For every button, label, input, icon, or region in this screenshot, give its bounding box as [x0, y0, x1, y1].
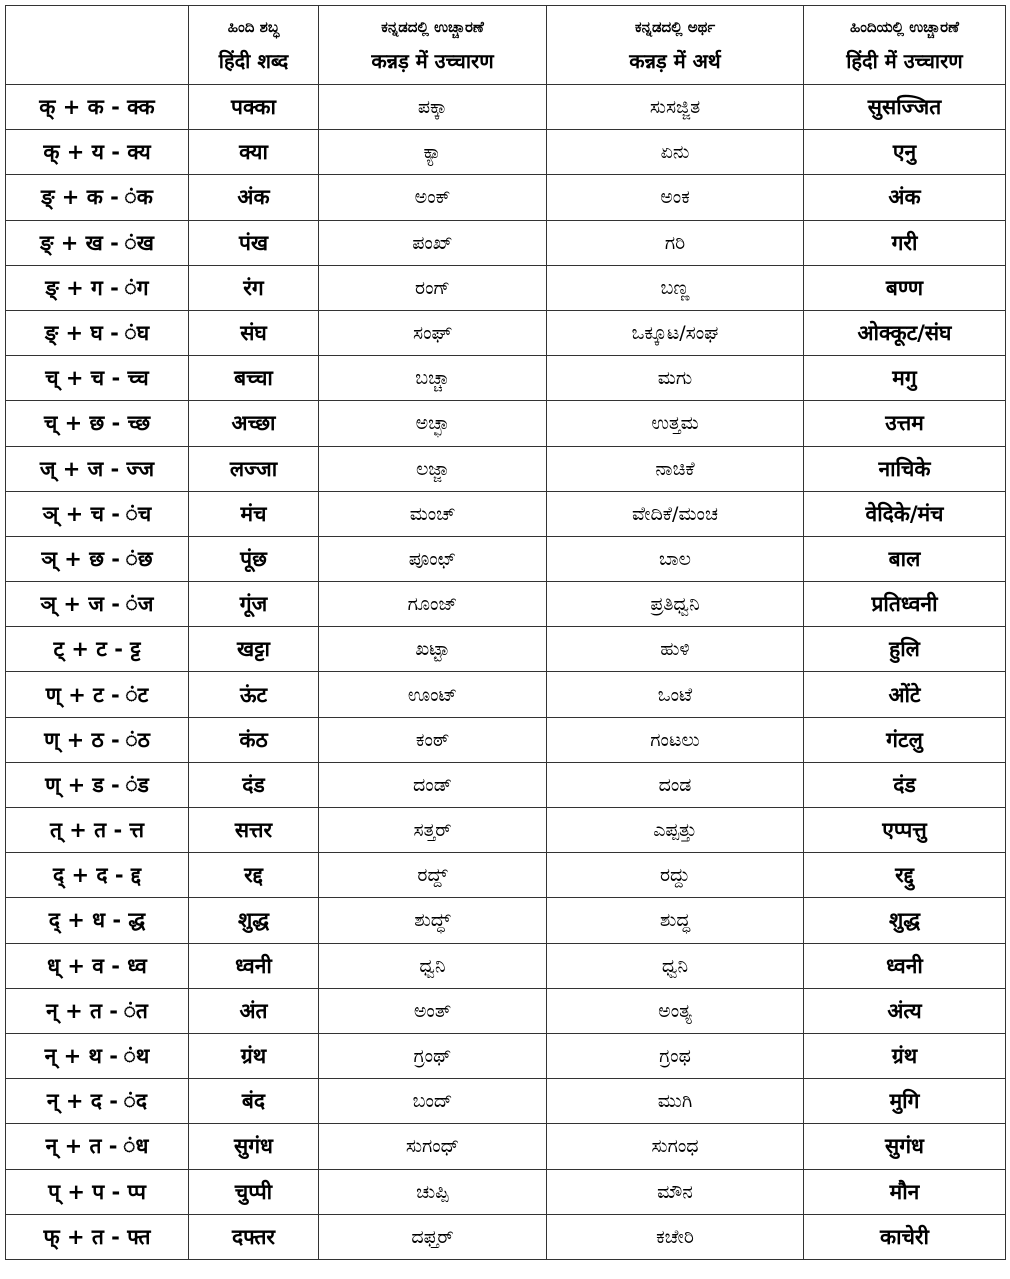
header-hindi-label: हिंदी शब्द	[218, 49, 289, 73]
header-kannada-label: ಹಿಂದಿಯಲ್ಲಿ ಉಚ್ಚಾರಣೆ	[849, 18, 960, 36]
hindi-word-cell: पंख	[189, 220, 319, 265]
hindi-pronunciation-cell: अंक	[804, 175, 1006, 220]
kannada-meaning-cell: ಮುಗಿ	[547, 1079, 804, 1124]
hindi-word-cell: सुगंध	[189, 1124, 319, 1169]
table-row	[6, 808, 1006, 853]
kannada-meaning-cell: ಮಗು	[547, 356, 804, 401]
header-cell-kannada-pronunciation	[319, 6, 547, 85]
table-row	[6, 130, 1006, 175]
kannada-pronunciation-cell: ಧ್ವನಿ	[319, 943, 547, 988]
table-row	[6, 1169, 1006, 1214]
kannada-pronunciation-cell: ಪೂಂಛ್	[319, 536, 547, 581]
hindi-pronunciation-cell: ध्वनी	[804, 943, 1006, 988]
conjunct-cell: ङ् + ख - ंख	[6, 220, 189, 265]
hindi-pronunciation-cell: एप्पत्तु	[804, 808, 1006, 853]
hindi-pronunciation-cell: प्रतिध्वनी	[804, 582, 1006, 627]
kannada-pronunciation-cell: ದಫ್ತರ್	[319, 1214, 547, 1259]
kannada-pronunciation-cell: ಅಂತ್	[319, 988, 547, 1033]
table-row	[6, 265, 1006, 310]
conjunct-cell: ण् + ठ - ंठ	[6, 717, 189, 762]
conjunct-cell: द् + ध - द्ध	[6, 898, 189, 943]
table-row	[6, 717, 1006, 762]
hindi-pronunciation-cell: बाल	[804, 536, 1006, 581]
hindi-word-cell: ध्वनी	[189, 943, 319, 988]
hindi-word-cell: दफ्तर	[189, 1214, 319, 1259]
hindi-word-cell: लज्जा	[189, 446, 319, 491]
hindi-pronunciation-cell: वेदिके/मंच	[804, 491, 1006, 536]
header-kannada-label: ಹಿಂದಿ ಶಬ್ಧ	[227, 18, 280, 36]
kannada-pronunciation-cell: ರಂಗ್	[319, 265, 547, 310]
hindi-word-cell: अच्छा	[189, 401, 319, 446]
kannada-meaning-cell: ಅಂಕ	[547, 175, 804, 220]
table-row	[6, 988, 1006, 1033]
conjunct-cell: ट् + ट - ट्ट	[6, 627, 189, 672]
hindi-word-cell: खट्टा	[189, 627, 319, 672]
kannada-pronunciation-cell: ಅಚ್ಛಾ	[319, 401, 547, 446]
hindi-word-cell: शुद्ध	[189, 898, 319, 943]
kannada-pronunciation-cell: ರದ್ದ್	[319, 853, 547, 898]
header-kannada-label: ಕನ್ನಡದಲ್ಲಿ ಉಚ್ಚಾರಣೆ	[381, 18, 484, 36]
header-cell-kannada-meaning	[547, 6, 804, 85]
kannada-meaning-cell: ಅಂತ್ಯ	[547, 988, 804, 1033]
kannada-meaning-cell: ದಂಡ	[547, 762, 804, 807]
kannada-pronunciation-cell: ಪಕ್ಕಾ	[319, 85, 547, 130]
kannada-meaning-cell: ಒಕ್ಕೂಟ/ಸಂಘ	[547, 310, 804, 355]
conjunct-cell: ङ् + घ - ंघ	[6, 310, 189, 355]
kannada-pronunciation-cell: ಗೂಂಜ್	[319, 582, 547, 627]
header-hindi-label: हिंदी में उच्चारण	[846, 49, 963, 73]
table-row	[6, 582, 1006, 627]
kannada-meaning-cell: ಧ್ವನಿ	[547, 943, 804, 988]
kannada-pronunciation-cell: ಅಂಕ್	[319, 175, 547, 220]
kannada-pronunciation-cell: ಬಚ್ಚಾ	[319, 356, 547, 401]
kannada-pronunciation-cell: ಬಂದ್	[319, 1079, 547, 1124]
conjunct-cell: फ् + त - फ्त	[6, 1214, 189, 1259]
conjunct-cell: न् + त - ंध	[6, 1124, 189, 1169]
hindi-pronunciation-cell: रद्दु	[804, 853, 1006, 898]
hindi-word-cell: ग्रंथ	[189, 1033, 319, 1078]
table-row	[6, 401, 1006, 446]
hindi-pronunciation-cell: दंड	[804, 762, 1006, 807]
table-row	[6, 1124, 1006, 1169]
table-row	[6, 536, 1006, 581]
table-row	[6, 446, 1006, 491]
hindi-word-cell: क्या	[189, 130, 319, 175]
conjunct-cell: ञ् + ज - ंज	[6, 582, 189, 627]
hindi-word-cell: सत्तर	[189, 808, 319, 853]
hindi-word-cell: बंद	[189, 1079, 319, 1124]
kannada-pronunciation-cell: ಖಟ್ಟಾ	[319, 627, 547, 672]
header-kannada-label: ಕನ್ನಡದಲ್ಲಿ ಅರ್ಥ	[634, 18, 716, 36]
hindi-pronunciation-cell: गंटलु	[804, 717, 1006, 762]
kannada-meaning-cell: ಸುಗಂಧ	[547, 1124, 804, 1169]
kannada-meaning-cell: ಹುಳಿ	[547, 627, 804, 672]
kannada-pronunciation-cell: ಕಂಠ್	[319, 717, 547, 762]
hindi-pronunciation-cell: मुगि	[804, 1079, 1006, 1124]
hindi-pronunciation-cell: सुसज्जित	[804, 85, 1006, 130]
hindi-word-cell: चुप्पी	[189, 1169, 319, 1214]
kannada-meaning-cell: ಬಣ್ಣ	[547, 265, 804, 310]
table-row	[6, 1214, 1006, 1259]
kannada-meaning-cell: ರದ್ದು	[547, 853, 804, 898]
kannada-meaning-cell: ಗರಿ	[547, 220, 804, 265]
kannada-pronunciation-cell: ಸುಗಂಧ್	[319, 1124, 547, 1169]
kannada-pronunciation-cell: ಗ್ರಂಥ್	[319, 1033, 547, 1078]
conjunct-cell: द् + द - द्द	[6, 853, 189, 898]
conjunct-cell: क् + य - क्य	[6, 130, 189, 175]
conjunct-cell: ध् + व - ध्व	[6, 943, 189, 988]
hindi-word-cell: बच्चा	[189, 356, 319, 401]
hindi-word-cell: अंक	[189, 175, 319, 220]
kannada-meaning-cell: ಶುದ್ಧ	[547, 898, 804, 943]
table-row	[6, 1079, 1006, 1124]
conjunct-cell: न् + थ - ंथ	[6, 1033, 189, 1078]
hindi-word-cell: संघ	[189, 310, 319, 355]
table-row	[6, 175, 1006, 220]
kannada-pronunciation-cell: ಊಂಟ್	[319, 672, 547, 717]
kannada-meaning-cell: ಎಪ್ಪತ್ತು	[547, 808, 804, 853]
hindi-word-cell: कंठ	[189, 717, 319, 762]
hindi-word-cell: रद्द	[189, 853, 319, 898]
kannada-meaning-cell: ಕಚೇರಿ	[547, 1214, 804, 1259]
conjunct-cell: ण् + ट - ंट	[6, 672, 189, 717]
hindi-pronunciation-cell: अंत्य	[804, 988, 1006, 1033]
hindi-word-cell: ऊंट	[189, 672, 319, 717]
hindi-pronunciation-cell: एनु	[804, 130, 1006, 175]
hindi-pronunciation-cell: बण्ण	[804, 265, 1006, 310]
conjunct-cell: च् + च - च्च	[6, 356, 189, 401]
table-row	[6, 762, 1006, 807]
conjunct-cell: त् + त - त्त	[6, 808, 189, 853]
header-cell-conjunct	[6, 6, 189, 85]
kannada-pronunciation-cell: ಕ್ಯಾ	[319, 130, 547, 175]
hindi-word-cell: मंच	[189, 491, 319, 536]
table-row	[6, 1033, 1006, 1078]
hindi-pronunciation-cell: ओक्कूट/संघ	[804, 310, 1006, 355]
kannada-meaning-cell: ಗಂಟಲು	[547, 717, 804, 762]
kannada-meaning-cell: ಗ್ರಂಥ	[547, 1033, 804, 1078]
table-row	[6, 853, 1006, 898]
hindi-pronunciation-cell: मौन	[804, 1169, 1006, 1214]
hindi-pronunciation-cell: ओंटे	[804, 672, 1006, 717]
conjunct-cell: क् + क - क्क	[6, 85, 189, 130]
hindi-word-cell: गूंज	[189, 582, 319, 627]
table-row	[6, 491, 1006, 536]
header-row	[6, 6, 1006, 85]
conjunct-cell: ण् + ड - ंड	[6, 762, 189, 807]
conjunct-cell: ङ् + क - ंक	[6, 175, 189, 220]
conjunct-cell: ञ् + छ - ंछ	[6, 536, 189, 581]
kannada-meaning-cell: ವೇದಿಕೆ/ಮಂಚ	[547, 491, 804, 536]
hindi-pronunciation-cell: सुगंध	[804, 1124, 1006, 1169]
table-row	[6, 310, 1006, 355]
conjunct-cell: ज् + ज - ज्ज	[6, 446, 189, 491]
hindi-pronunciation-cell: उत्तम	[804, 401, 1006, 446]
kannada-pronunciation-cell: ಶುದ್ಧ್	[319, 898, 547, 943]
kannada-pronunciation-cell: ಸಂಘ್	[319, 310, 547, 355]
kannada-pronunciation-cell: ಲಜ್ಜಾ	[319, 446, 547, 491]
table-row	[6, 85, 1006, 130]
hindi-pronunciation-cell: नाचिके	[804, 446, 1006, 491]
table-row	[6, 898, 1006, 943]
hindi-pronunciation-cell: मगु	[804, 356, 1006, 401]
header-cell-hindi-pronunciation	[804, 6, 1006, 85]
conjunct-cell: च् + छ - च्छ	[6, 401, 189, 446]
hindi-pronunciation-cell: गरी	[804, 220, 1006, 265]
kannada-meaning-cell: ಉತ್ತಮ	[547, 401, 804, 446]
conjunct-cell: न् + त - ंत	[6, 988, 189, 1033]
conjunct-cell: प् + प - प्प	[6, 1169, 189, 1214]
kannada-meaning-cell: ಪ್ರತಿಧ್ವನಿ	[547, 582, 804, 627]
header-hindi-label: कन्नड़ में अर्थ	[629, 49, 721, 73]
header-hindi-label: कन्नड़ में उच्चारण	[371, 49, 494, 73]
kannada-pronunciation-cell: ಪಂಖ್	[319, 220, 547, 265]
hindi-pronunciation-cell: शुद्ध	[804, 898, 1006, 943]
hindi-pronunciation-cell: ग्रंथ	[804, 1033, 1006, 1078]
hindi-word-cell: अंत	[189, 988, 319, 1033]
hindi-word-cell: पूंछ	[189, 536, 319, 581]
conjunct-cell: न् + द - ंद	[6, 1079, 189, 1124]
hindi-pronunciation-cell: काचेरी	[804, 1214, 1006, 1259]
kannada-pronunciation-cell: ಮಂಚ್	[319, 491, 547, 536]
table-row	[6, 627, 1006, 672]
hindi-pronunciation-cell: हुलि	[804, 627, 1006, 672]
table-row	[6, 220, 1006, 265]
conjunct-cell: ङ् + ग - ंग	[6, 265, 189, 310]
kannada-meaning-cell: ಒಂಟೆ	[547, 672, 804, 717]
kannada-meaning-cell: ಬಾಲ	[547, 536, 804, 581]
table-row	[6, 943, 1006, 988]
kannada-pronunciation-cell: ದಂಡ್	[319, 762, 547, 807]
header-cell-hindi-word	[189, 6, 319, 85]
kannada-pronunciation-cell: ಚುಪ್ಪಿ	[319, 1169, 547, 1214]
conjunct-consonant-table	[5, 5, 1006, 1260]
kannada-meaning-cell: ಏನು	[547, 130, 804, 175]
conjunct-cell: ञ् + च - ंच	[6, 491, 189, 536]
kannada-meaning-cell: ನಾಚಿಕೆ	[547, 446, 804, 491]
hindi-word-cell: रंग	[189, 265, 319, 310]
kannada-pronunciation-cell: ಸತ್ತರ್	[319, 808, 547, 853]
kannada-meaning-cell: ಸುಸಜ್ಜಿತ	[547, 85, 804, 130]
table-row	[6, 356, 1006, 401]
hindi-word-cell: दंड	[189, 762, 319, 807]
hindi-word-cell: पक्का	[189, 85, 319, 130]
kannada-meaning-cell: ಮೌನ	[547, 1169, 804, 1214]
table-row	[6, 672, 1006, 717]
